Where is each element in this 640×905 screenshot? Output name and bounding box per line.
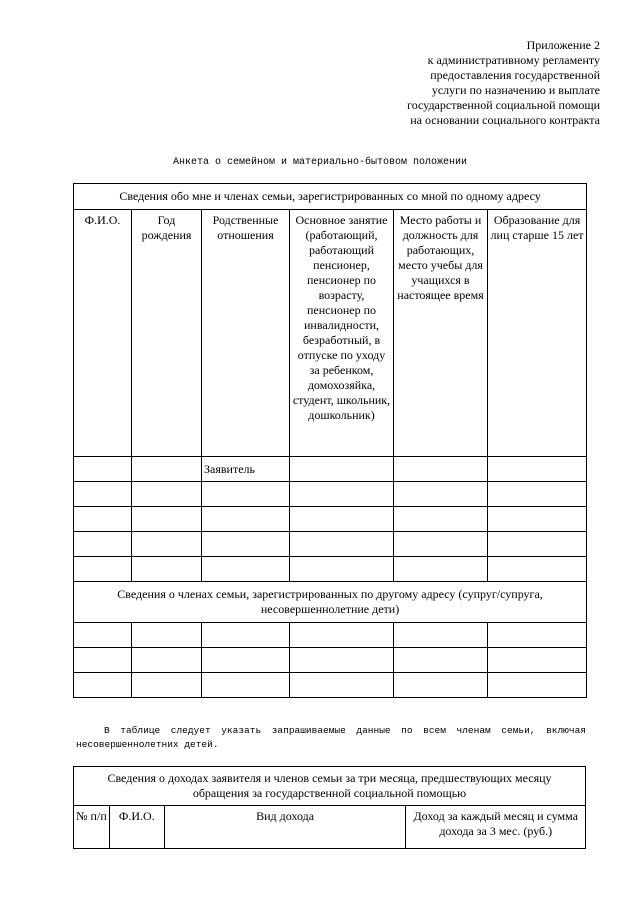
table-row xyxy=(74,648,587,673)
appendix-line: предоставления государственной xyxy=(430,68,600,82)
column-header-name: Ф.И.О. xyxy=(109,806,164,849)
appendix-line: на основании социального контракта xyxy=(410,113,600,127)
education-cell[interactable] xyxy=(488,648,587,673)
appendix-line: Приложение 2 xyxy=(526,38,600,52)
column-header-workplace: Место работы и должность для работающих, место учебы для учащихся в настоящее время xyxy=(394,210,488,457)
table-row xyxy=(74,673,587,698)
appendix-line: государственной социальной помощи xyxy=(407,98,600,112)
workplace-cell[interactable] xyxy=(394,673,488,698)
column-header-occupation: Основное занятие (работающий, работающий пенсионер, пенсионер по возрасту, пенсионер по инвалидности, безработный, в отпуске по уходу за ребенком, домохозяйка, студент, школьник, дошкольник) xyxy=(290,210,394,457)
relationship-cell[interactable] xyxy=(202,507,290,532)
occupation-cell[interactable] xyxy=(290,482,394,507)
column-header-birth-year: Год рождения xyxy=(132,210,202,457)
birth-year-cell[interactable] xyxy=(132,557,202,582)
occupation-cell[interactable] xyxy=(290,557,394,582)
column-header-name: Ф.И.О. xyxy=(74,210,132,457)
relationship-cell[interactable] xyxy=(202,532,290,557)
appendix-line: услуги по назначению и выплате xyxy=(431,83,600,97)
name-cell[interactable] xyxy=(74,648,132,673)
education-cell[interactable] xyxy=(488,457,587,482)
table-row xyxy=(74,557,587,582)
occupation-cell[interactable] xyxy=(290,623,394,648)
workplace-cell[interactable] xyxy=(394,623,488,648)
form-title: Анкета о семейном и материально-бытовом положении xyxy=(172,157,468,168)
appendix-line: к административному регламенту xyxy=(427,53,600,67)
birth-year-cell[interactable] xyxy=(132,648,202,673)
table-row xyxy=(74,457,587,482)
education-cell[interactable] xyxy=(488,623,587,648)
name-cell[interactable] xyxy=(74,482,132,507)
workplace-cell[interactable] xyxy=(394,482,488,507)
column-header-number: № п/п xyxy=(74,806,110,849)
section-title-other-address: Сведения о членах семьи, зарегистрированных по другому адресу (супруг/супруга, несовершеннолетние дети) xyxy=(74,582,587,623)
birth-year-cell[interactable] xyxy=(132,457,202,482)
relationship-cell[interactable] xyxy=(202,648,290,673)
name-cell[interactable] xyxy=(74,457,132,482)
relationship-cell: Заявитель xyxy=(202,457,290,482)
table-note: В таблице следует указать запрашиваемые данные по всем членам семьи, включая несовершеннолетних детей. xyxy=(76,725,586,750)
column-header-income-type: Вид дохода xyxy=(164,806,406,849)
name-cell[interactable] xyxy=(74,557,132,582)
table-row xyxy=(74,482,587,507)
appendix-header xyxy=(407,38,600,128)
workplace-cell[interactable] xyxy=(394,557,488,582)
education-cell[interactable] xyxy=(488,482,587,507)
income-table xyxy=(73,766,586,849)
name-cell[interactable] xyxy=(74,507,132,532)
birth-year-cell[interactable] xyxy=(132,482,202,507)
education-cell[interactable] xyxy=(488,532,587,557)
education-cell[interactable] xyxy=(488,507,587,532)
occupation-cell[interactable] xyxy=(290,673,394,698)
education-cell[interactable] xyxy=(488,673,587,698)
section-title-same-address: Сведения обо мне и членах семьи, зарегистрированных со мной по одному адресу xyxy=(74,184,587,210)
occupation-cell[interactable] xyxy=(290,507,394,532)
birth-year-cell[interactable] xyxy=(132,673,202,698)
family-members-table xyxy=(73,183,587,698)
workplace-cell[interactable] xyxy=(394,457,488,482)
column-header-education: Образование для лиц старше 15 лет xyxy=(488,210,587,457)
birth-year-cell[interactable] xyxy=(132,507,202,532)
section-title-income: Сведения о доходах заявителя и членов семьи за три месяца, предшествующих месяцу обращения за государственной социальной помощью xyxy=(74,767,586,806)
occupation-cell[interactable] xyxy=(290,457,394,482)
table-row xyxy=(74,623,587,648)
workplace-cell[interactable] xyxy=(394,507,488,532)
column-header-relationship: Родственные отношения xyxy=(202,210,290,457)
table-row xyxy=(74,532,587,557)
name-cell[interactable] xyxy=(74,532,132,557)
birth-year-cell[interactable] xyxy=(132,623,202,648)
birth-year-cell[interactable] xyxy=(132,532,202,557)
table-row xyxy=(74,507,587,532)
occupation-cell[interactable] xyxy=(290,648,394,673)
name-cell[interactable] xyxy=(74,673,132,698)
relationship-cell[interactable] xyxy=(202,557,290,582)
relationship-cell[interactable] xyxy=(202,673,290,698)
name-cell[interactable] xyxy=(74,623,132,648)
relationship-cell[interactable] xyxy=(202,623,290,648)
workplace-cell[interactable] xyxy=(394,532,488,557)
relationship-cell[interactable] xyxy=(202,482,290,507)
occupation-cell[interactable] xyxy=(290,532,394,557)
column-header-income-amount: Доход за каждый месяц и сумма дохода за 3 мес. (руб.) xyxy=(406,806,586,849)
workplace-cell[interactable] xyxy=(394,648,488,673)
education-cell[interactable] xyxy=(488,557,587,582)
